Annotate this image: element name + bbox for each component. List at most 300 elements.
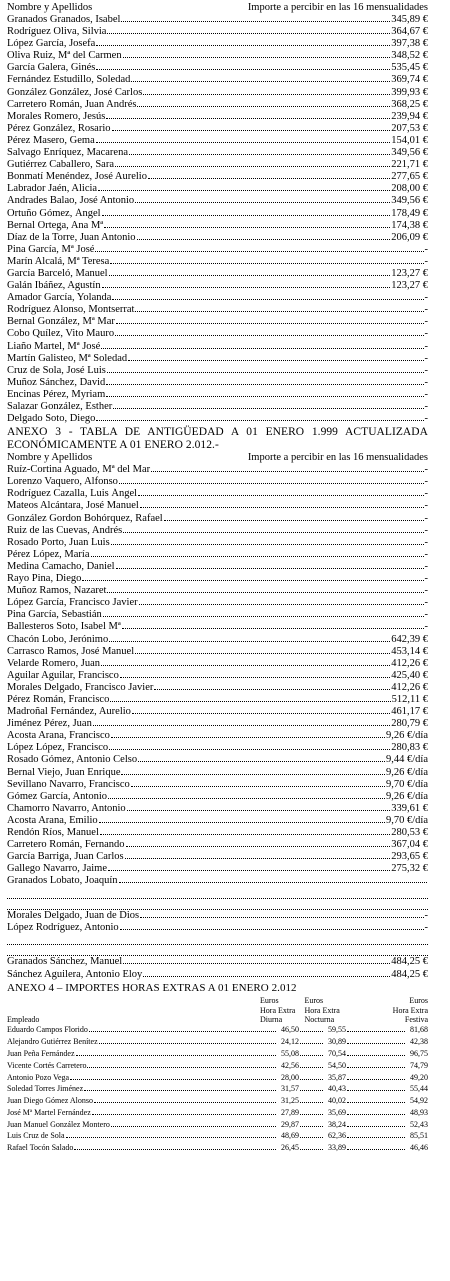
dot-leader [115, 166, 390, 167]
dot-leader [347, 1031, 405, 1032]
night-rate: 33,89 [328, 1143, 346, 1153]
seniority-table-1 [7, 14, 428, 425]
dot-leader [111, 737, 385, 738]
employee-name: Sánchez Aguilera, Antonio Eloy [7, 968, 143, 980]
employee-name: Muñoz Sánchez, David [7, 376, 106, 388]
dot-leader [102, 287, 391, 288]
dot-leader [103, 616, 424, 617]
overtime-row [7, 1083, 428, 1095]
table-row [7, 99, 428, 111]
day-rate: 55,08 [281, 1048, 299, 1058]
employee-name: Carrasco Ramos, José Manuel [7, 645, 135, 657]
amount: - [424, 352, 428, 364]
amount: 9,70 €/día [386, 814, 428, 826]
day-rate: 27,89 [281, 1107, 299, 1117]
table-row [7, 621, 428, 633]
employee-name: Muñoz Ramos, Nazaret [7, 585, 107, 597]
amount: - [424, 609, 428, 621]
dot-leader [347, 1055, 405, 1056]
amount: - [424, 401, 428, 412]
table-row [7, 803, 428, 815]
table-row [7, 670, 428, 682]
blank-line [7, 934, 428, 945]
employee-name: González González, José Carlos [7, 86, 143, 98]
amount: - [424, 364, 428, 376]
table-row [7, 779, 428, 791]
amount: 412,26 € [391, 681, 428, 693]
table-row [7, 135, 428, 147]
employee-name: Rodríguez Cazalla, Luis Ángel [7, 488, 138, 500]
amount: 123,27 € [391, 280, 428, 292]
table-row [7, 694, 428, 706]
seniority-table-2-tail [7, 956, 428, 980]
amount: - [424, 597, 428, 609]
employee-name: Cobo Quílez, Vito Mauro [7, 328, 115, 340]
employee-name: Pérez Román, Francisco [7, 693, 110, 705]
amount: - [424, 909, 428, 921]
table-row [7, 585, 428, 597]
name-column-header: Nombre y Apellidos [7, 2, 93, 13]
amount: - [424, 524, 428, 536]
employee-name: Sevillano Navarro, Francisco [7, 778, 130, 790]
table-row [7, 682, 428, 694]
dot-leader [99, 822, 385, 823]
amount: 412,26 € [391, 657, 428, 669]
dot-leader [131, 81, 390, 82]
dot-leader [112, 299, 423, 300]
holiday-rate: 85,51 [410, 1131, 428, 1141]
employee-name: Alejandro Gutiérrez Benítez [7, 1037, 98, 1047]
table-row [7, 50, 428, 62]
dot-leader [96, 45, 390, 46]
holiday-rate: 74,79 [410, 1060, 428, 1070]
employee-name: Vicente Cortés Carretero [7, 1060, 87, 1070]
table-row [7, 413, 428, 425]
employee-name: Acosta Arana, Francisco [7, 730, 110, 742]
table-row [7, 754, 428, 766]
employee-name: Díaz de la Torre, Juan Antonio [7, 231, 136, 243]
dot-leader [347, 1114, 405, 1115]
night-column-header: Euros Hora Extra Nocturna [304, 996, 340, 1024]
amount: 345,89 € [391, 14, 428, 25]
employee-column-header: Empleado [7, 1014, 40, 1024]
dot-leader [164, 520, 424, 521]
dot-leader [100, 834, 390, 835]
table-row [7, 500, 428, 512]
table-row [7, 220, 428, 232]
amount: - [424, 512, 428, 524]
holiday-rate: 42,38 [410, 1037, 428, 1047]
dot-leader [347, 1043, 405, 1044]
amount: 174,38 € [391, 219, 428, 231]
night-rate: 62,36 [328, 1131, 346, 1141]
employee-name: Rafael Tocón Salado [7, 1143, 74, 1153]
dot-leader [300, 1114, 323, 1115]
amount: 349,56 € [391, 147, 428, 159]
dot-leader [74, 1149, 276, 1150]
employee-name: Bernal Viejo, Juan Enrique [7, 766, 121, 778]
employee-name: Eduardo Campos Florido [7, 1025, 88, 1035]
amount: 397,38 € [391, 38, 428, 50]
table-row [7, 304, 428, 316]
amount: 349,56 € [391, 195, 428, 207]
overtime-table-header [7, 996, 428, 1024]
employee-name: Oliva Ruiz, Mª del Carmen [7, 50, 122, 62]
dot-leader [126, 846, 391, 847]
dot-leader [84, 1090, 276, 1091]
dot-leader [300, 1149, 323, 1150]
employee-name: García Barriga, Juan Carlos [7, 851, 124, 863]
amount: 280,79 € [391, 718, 428, 730]
employee-name: Martín Galisteo, Mª Soledad [7, 352, 128, 364]
amount: 207,53 € [391, 122, 428, 134]
employee-name: Encinas Pérez, Myriam [7, 388, 106, 400]
employee-name: Pérez Masero, Gema [7, 134, 95, 146]
employee-name: Labrador Jaén, Alicia [7, 183, 98, 195]
dot-leader [123, 57, 391, 58]
dot-leader [110, 701, 390, 702]
employee-name: Pérez López, María [7, 548, 90, 560]
dot-leader [300, 1067, 323, 1068]
employee-name: Fernández Estudillo, Soledad [7, 74, 131, 86]
night-rate: 35,87 [328, 1072, 346, 1082]
day-rate: 31,25 [281, 1096, 299, 1106]
amount: 364,67 € [391, 26, 428, 38]
amount: 123,27 € [391, 267, 428, 279]
night-rate: 35,69 [328, 1107, 346, 1117]
dot-leader [91, 556, 424, 557]
amount: - [424, 243, 428, 255]
dot-leader [154, 689, 390, 690]
night-rate: 30,89 [328, 1037, 346, 1047]
table-header [7, 1, 428, 14]
amount: 484,25 € [391, 956, 428, 968]
day-rate: 28,00 [281, 1072, 299, 1082]
dot-leader [132, 713, 390, 714]
amount: 453,14 € [391, 645, 428, 657]
table-row [7, 341, 428, 353]
amount: - [424, 388, 428, 400]
dot-leader [300, 1090, 323, 1091]
night-rate: 40,43 [328, 1084, 346, 1094]
table-row [7, 256, 428, 268]
amount: 221,71 € [391, 159, 428, 171]
table-row [7, 549, 428, 561]
amount: 399,93 € [391, 86, 428, 98]
holiday-rate: 49,20 [410, 1072, 428, 1082]
table-row [7, 863, 428, 875]
holiday-rate: 52,43 [410, 1119, 428, 1129]
night-rate: 40,02 [328, 1096, 346, 1106]
table-row [7, 401, 428, 413]
holiday-column-header: Euros Hora Extra Festiva [392, 996, 428, 1024]
dot-leader [115, 335, 423, 336]
amount: - [424, 573, 428, 585]
day-rate: 48,69 [281, 1131, 299, 1141]
dot-leader [300, 1031, 323, 1032]
table-row [7, 488, 428, 500]
dot-leader [116, 568, 424, 569]
overtime-row [7, 1119, 428, 1131]
dot-leader [116, 323, 424, 324]
employee-name: Liaño Martel, Mª José [7, 340, 101, 352]
employee-name: Morales Romero, Jesús [7, 110, 106, 122]
dot-leader [76, 1055, 276, 1056]
amount-column-header: Importe a percibir en las 16 mensualidades [247, 452, 428, 464]
table-row [7, 815, 428, 827]
table-row [7, 706, 428, 718]
overtime-row [7, 1072, 428, 1084]
employee-name: Gallego Navarro, Jaime [7, 863, 108, 875]
overtime-row [7, 1060, 428, 1072]
employee-name: García Barceló, Manuel [7, 267, 108, 279]
employee-name: Granados Sánchez, Manuel [7, 956, 123, 968]
table-row [7, 377, 428, 389]
employee-name: Soledad Torres Jiménez [7, 1084, 84, 1094]
table-row [7, 969, 428, 981]
dot-leader [70, 1079, 276, 1080]
employee-name: Salazar González, Esther [7, 401, 113, 412]
dot-leader [140, 507, 424, 508]
amount: - [424, 304, 428, 316]
dot-leader [89, 1031, 276, 1032]
employee-name: Ballesteros Soto, Isabel Mª [7, 621, 121, 633]
dot-leader [138, 761, 385, 762]
amount: - [424, 255, 428, 267]
table-row [7, 476, 428, 488]
table-row [7, 62, 428, 74]
employee-name: López López, Francisco [7, 742, 109, 754]
blank-line [7, 899, 428, 910]
dot-leader [101, 665, 390, 666]
dot-leader [151, 471, 423, 472]
employee-name: Luis Cruz de Sola [7, 1131, 65, 1141]
dot-leader [140, 917, 423, 918]
table-row [7, 730, 428, 742]
employee-name: Marín Alcalá, Mª Teresa [7, 255, 110, 267]
dot-leader [112, 130, 391, 131]
dot-leader [127, 810, 391, 811]
dot-leader [120, 677, 390, 678]
dot-leader [347, 1149, 405, 1150]
dot-leader [143, 976, 390, 977]
dot-leader [109, 749, 390, 750]
amount: 348,52 € [391, 50, 428, 62]
dot-leader [135, 202, 390, 203]
table-row [7, 742, 428, 754]
employee-name: Rodríguez Oliva, Silvia [7, 26, 107, 38]
holiday-rate: 46,46 [410, 1143, 428, 1153]
dot-leader [82, 580, 423, 581]
table-row [7, 573, 428, 585]
employee-name: Madroñal Fernández, Aurelio [7, 706, 131, 718]
table-row [7, 123, 428, 135]
employee-name: Rosado Porto, Juan Luis [7, 536, 110, 548]
table-row [7, 767, 428, 779]
table-row [7, 851, 428, 863]
employee-name: Medina Camacho, Daniel [7, 560, 115, 572]
night-rate: 38,24 [328, 1119, 346, 1129]
employee-name: José Mª Martel Fernández [7, 1107, 91, 1117]
amount: 484,25 € [391, 968, 428, 980]
employee-name: Bernal González, Mª Mar [7, 316, 115, 328]
employee-name: Ruiz de las Cuevas, Andrés [7, 524, 123, 536]
table-row [7, 365, 428, 377]
dot-leader [107, 372, 424, 373]
dot-leader [108, 870, 390, 871]
dot-leader [121, 21, 390, 22]
dot-leader [113, 408, 423, 409]
holiday-rate: 81,68 [410, 1025, 428, 1035]
employee-name: Salvago Enríquez, Macarena [7, 147, 128, 159]
employee-name: Chamorro Navarro, Antonio [7, 802, 126, 814]
table-row [7, 74, 428, 86]
dot-leader [123, 532, 423, 533]
dot-leader [300, 1137, 323, 1138]
table-row [7, 634, 428, 646]
dot-leader [119, 483, 424, 484]
dot-leader [111, 544, 424, 545]
employee-name: Ruíz-Cortina Aguado, Mª del Mar [7, 464, 151, 476]
table-row [7, 389, 428, 401]
dot-leader [120, 929, 424, 930]
seniority-table-2 [7, 464, 428, 887]
dot-leader [122, 628, 424, 629]
overtime-row [7, 1130, 428, 1142]
amount: 178,49 € [391, 207, 428, 219]
employee-name: Rendón Ríos, Manuel [7, 827, 99, 838]
amount-column-header: Importe a percibir en las 16 mensualidades [247, 2, 428, 13]
dot-leader [135, 311, 423, 312]
table-row [7, 171, 428, 183]
dot-leader [300, 1102, 323, 1103]
dot-leader [96, 69, 390, 70]
holiday-rate: 55,44 [410, 1084, 428, 1094]
table-row [7, 268, 428, 280]
annex-4-title: ANEXO 4 – IMPORTES HORAS EXTRAS A 01 ENERO 2.012 [7, 981, 297, 994]
employee-name: Bernal Ortega, Ana Mª [7, 219, 104, 231]
employee-name: Morales Delgado, Francisco Javier [7, 681, 154, 693]
employee-name: González Gordon Bohórquez, Rafael [7, 512, 163, 524]
dot-leader [131, 786, 385, 787]
employee-name: Amador García, Yolanda [7, 292, 112, 304]
amount: 425,40 € [391, 669, 428, 681]
amount: 277,65 € [391, 171, 428, 183]
employee-name: Morales Delgado, Juan de Dios [7, 909, 140, 921]
dot-leader [119, 882, 427, 883]
dot-leader [300, 1126, 323, 1127]
overtime-row [7, 1024, 428, 1036]
day-rate: 42,56 [281, 1060, 299, 1070]
table-row [7, 658, 428, 670]
amount: - [424, 585, 428, 597]
employee-name: Rosado Gómez, Antonio Celso [7, 754, 138, 766]
table-row [7, 232, 428, 244]
employee-name: Acosta Arana, Emilio [7, 814, 98, 826]
table-row [7, 956, 428, 968]
dot-leader [101, 348, 423, 349]
table-row [7, 561, 428, 573]
table-row [7, 38, 428, 50]
day-rate: 31,57 [281, 1084, 299, 1094]
dot-leader [106, 396, 423, 397]
amount: - [424, 340, 428, 352]
dot-leader [128, 360, 423, 361]
dot-leader [300, 1043, 323, 1044]
dot-leader [98, 190, 390, 191]
table-row [7, 147, 428, 159]
dot-leader [347, 1090, 405, 1091]
day-rate: 24,12 [281, 1037, 299, 1047]
amount: - [424, 413, 428, 425]
employee-name: Andrades Balao, José Antonio [7, 195, 135, 207]
document-page [7, 0, 428, 1154]
table-row [7, 922, 428, 934]
dot-leader [102, 215, 391, 216]
overtime-row [7, 1048, 428, 1060]
employee-name: Juan Diego Gómez Alonso [7, 1096, 93, 1106]
amount: - [424, 548, 428, 560]
employee-name: Juan Peña Fernández [7, 1048, 75, 1058]
night-rate: 70,54 [328, 1048, 346, 1058]
table-row [7, 159, 428, 171]
employee-name: Granados Granados, Isabel [7, 14, 121, 25]
employee-name: Rayo Pina, Diego [7, 573, 82, 585]
table-row [7, 280, 428, 292]
employee-name: García Galera, Ginés [7, 62, 96, 74]
amount: 275,32 € [391, 863, 428, 875]
amount: - [424, 292, 428, 304]
amount: - [424, 500, 428, 512]
dot-leader [300, 1079, 323, 1080]
dot-leader [135, 653, 390, 654]
table-row [7, 910, 428, 922]
employee-name: Galán Ibáñez, Agustín [7, 280, 101, 292]
dot-leader [107, 33, 390, 34]
amount: 9,70 €/día [386, 778, 428, 790]
amount: 512,11 € [391, 693, 428, 705]
amount: 535,45 € [391, 62, 428, 74]
dot-leader [138, 495, 423, 496]
amount: 208,00 € [391, 183, 428, 195]
table-row [7, 353, 428, 365]
amount: - [424, 560, 428, 572]
table-row [7, 87, 428, 99]
dot-leader [139, 604, 424, 605]
table-row [7, 14, 428, 26]
employee-name: López García, Francisco Javier [7, 597, 138, 609]
blank-line [7, 887, 428, 898]
table-row [7, 183, 428, 195]
table-row [7, 827, 428, 839]
amount: - [424, 316, 428, 328]
employee-name: Granados Lobato, Joaquín [7, 875, 118, 887]
dot-leader [148, 178, 390, 179]
employee-name: Rodríguez Alonso, Montserrat [7, 304, 135, 316]
dot-leader [106, 118, 390, 119]
table-row [7, 875, 428, 887]
employee-name: Lorenzo Vaquero, Alfonso [7, 476, 118, 488]
amount: 280,83 € [391, 742, 428, 754]
table-row [7, 292, 428, 304]
employee-name: Juan Manuel González Montero [7, 1119, 110, 1129]
dot-leader [110, 263, 423, 264]
day-rate: 46,50 [281, 1025, 299, 1035]
dot-leader [300, 1055, 323, 1056]
amount: - [424, 921, 428, 933]
employee-name: Pina García, Mª José [7, 243, 95, 255]
name-column-header: Nombre y Apellidos [7, 452, 93, 464]
